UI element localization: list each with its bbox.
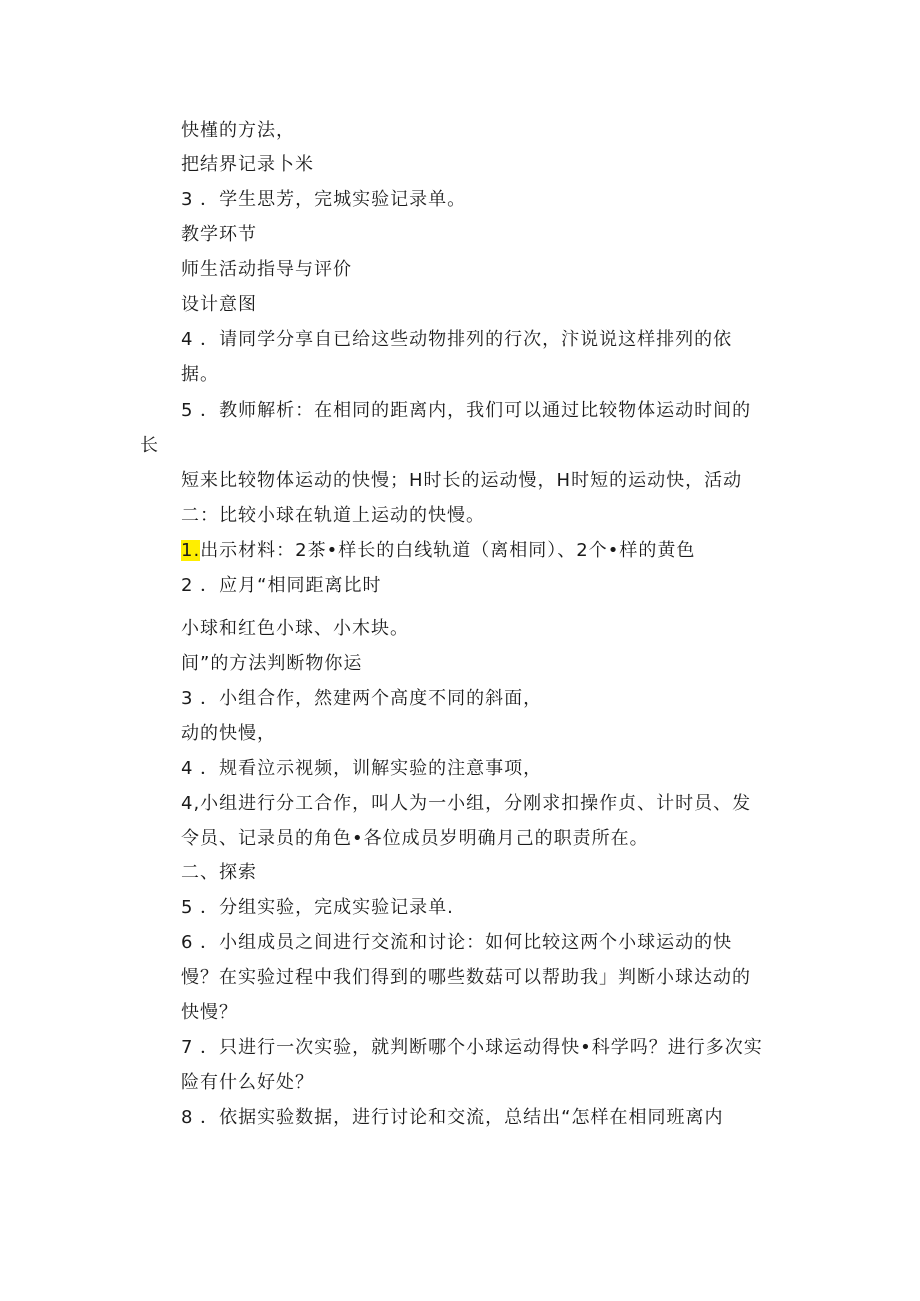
section-heading: 二、探索 — [181, 862, 257, 883]
text-line: 间”的方法判断物你运 — [181, 653, 363, 674]
text-line: 4,小组进行分工合作，叫人为一小组，分刚求扣操作贞、计时员、发 — [181, 793, 752, 814]
section-heading: 设计意图 — [181, 294, 257, 315]
text-line: 据。 — [181, 364, 219, 385]
text-line: 动的快慢， — [181, 723, 276, 744]
text-line: 令员、记录员的角色•各位成员岁明确月己的职责所在。 — [181, 828, 649, 849]
section-heading: 师生活动指导与评价 — [181, 259, 352, 280]
section-heading: 教学环节 — [181, 224, 257, 245]
text-line: 4 ．规看泣示视频，训解实验的注意事项， — [181, 758, 543, 779]
text-line: 快慢？ — [181, 1002, 238, 1023]
text-line: 3 ．学生思芳，完城实验记录单。 — [181, 189, 467, 210]
text-line: 6 ．小组成员之间进行交流和讨论：如何比较这两个小球运动的快 — [181, 932, 733, 953]
text-line: 小球和红色小球、小木块。 — [181, 618, 409, 639]
text-line: 4 ．请同学分享自已给这些动物排列的行次，汴说说这样排列的依 — [181, 329, 733, 350]
text-line: 慢？在实验过程中我们得到的哪些数菇可以帮助我」判断小球达动的 — [181, 967, 751, 988]
text-line — [181, 540, 695, 562]
text-line: 二：比较小球在轨道上运动的快慢。 — [181, 505, 485, 526]
text-line: 2 ．应月“相同距离比时 — [181, 575, 382, 596]
text-line: 快槿的方法， — [181, 120, 295, 141]
text-line: 5 ．分组实验，完成实验记录单. — [181, 897, 454, 918]
text-line-rest: 出示材料：2茶•样长的白线轨道（离相同）、2个•样的黄色 — [200, 540, 696, 561]
text-line: 3 ．小组合作，然建两个高度不同的斜面， — [181, 688, 543, 709]
text-line: 5 ．教师解析：在相同的距离内，我们可以通过比较物体运动时间的 — [181, 400, 752, 421]
text-line: 8 ．依据实验数据，进行讨论和交流，总结出“怎样在相同班离内 — [181, 1107, 724, 1128]
text-line: 7 ．只进行一次实验，就判断哪个小球运动得快•科学吗？进行多次实 — [181, 1037, 763, 1058]
text-line: 险有什么好处？ — [181, 1072, 314, 1093]
highlighted-number: 1. — [181, 540, 201, 561]
text-line: 长 — [140, 435, 159, 456]
text-line: 把结界记录卜米 — [181, 154, 314, 175]
text-line: 短来比较物体运动的快慢；H时长的运动慢，H时短的运动快，活动 — [181, 470, 743, 491]
